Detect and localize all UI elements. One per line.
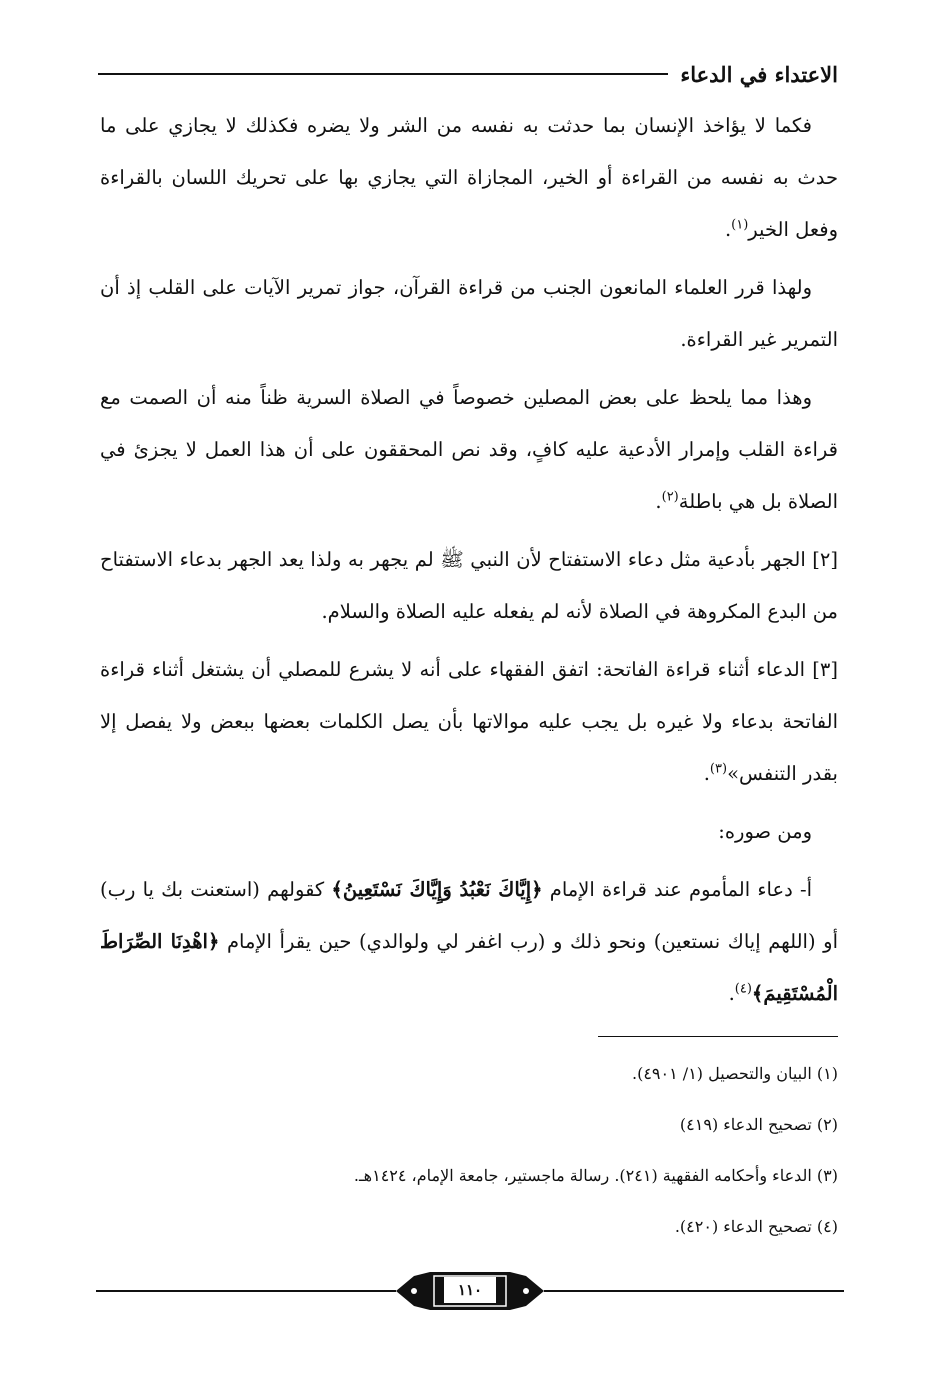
paragraph-3-text: وهذا مما يلحظ على بعض المصلين خصوصاً في الصلاة السرية ظناً منه أن الصمت مع قراءة القلب وإمرار الأدعية عليه كافٍ، وقد نص المحققون على أن هذا العمل لا يجزئ في الصلاة بل هي باطلة [100,386,838,513]
footnote-separator [598,1036,838,1037]
paragraph-5-end: . [703,762,710,785]
paragraph-5 [100,644,838,800]
quran-verse-2: ﴿اهْدِنَا الصِّرَاطَ الْمُسْتَقِيمَ﴾ [100,930,838,1005]
quran-verse-1: ﴿إِيَّاكَ نَعْبُدُ وَإِيَّاكَ نَسْتَعِينُ﴾ [331,878,543,901]
paragraph-6: ومن صوره: [718,820,812,843]
paragraph-7-mid: كقولهم (استعنت بك يا رب) أو (اللهم إياك نستعين) ونحو ذلك و (رب اغفر لي ولوالدي) حين يقرأ الإمام [100,878,838,953]
paragraph-3 [100,372,838,528]
paragraph-5-text: [٣] الدعاء أثناء قراءة الفاتحة: اتفق الفقهاء على أنه لا يشرع للمصلي أن يشتغل أثناء قراءة الفاتحة بدعاء ولا غيره بل يجب عليه موالاتها بأن يصل الكلمات بعضها ببعض ولا يفصل إلا بقدر التنفس» [100,658,838,785]
footnote-ref-4: (٤) [734,981,752,997]
paragraph-7-end: . [728,982,735,1005]
footnote-4: (٤) تصحيح الدعاء (٤٢٠). [674,1217,838,1236]
paragraph-3-end: . [655,490,662,513]
paragraph-1 [100,100,838,256]
footnote-ref-1: (١) [731,217,749,233]
page-number: ١١٠ [444,1277,496,1303]
header-title: الاعتداء في الدعاء [680,61,838,87]
paragraph-1-text: فكما لا يؤاخذ الإنسان بما حدثت به نفسه من الشر ولا يضره فكذلك لا يجازي على ما حدث به نفسه من القراءة أو الخير، المجازاة التي يجازي بها على تحريك اللسان بالقراءة وفعل الخير [100,114,838,241]
footnote-3: (٣) الدعاء وأحكامه الفقهية (٢٤١). رسالة ماجستير، جامعة الإمام، ١٤٢٤هـ. [353,1166,838,1185]
ornament-dot-right [523,1288,529,1294]
paragraph-2: ولهذا قرر العلماء المانعون الجنب من قراءة القرآن، جواز تمرير الآيات على القلب إذ أن التمرير غير القراءة. [100,276,838,351]
paragraph-7-start: أ- دعاء المأموم عند قراءة الإمام [542,878,813,901]
paragraph-7 [100,864,838,1020]
main-text [100,100,838,1026]
header-rule [98,73,668,75]
footnote-1: (١) البيان والتحصيل (١/ ٤٩٠١). [632,1064,838,1083]
running-header [98,58,838,90]
footnote-ref-3: (٣) [709,761,728,777]
ornament-dot-left [411,1288,417,1294]
footnote-2: (٢) تصحيح الدعاء (٤١٩) [679,1115,838,1134]
footnotes [100,1048,838,1252]
paragraph-4: [٢] الجهر بأدعية مثل دعاء الاستفتاح لأن النبي ﷺ لم يجهر به ولذا يعد الجهر بدعاء الاستفتاح من البدع المكروهة في الصلاة لأنه لم يفعله عليه الصلاة والسلام. [100,548,838,623]
paragraph-1-end: . [724,218,732,241]
footnote-ref-2: (٢) [661,489,679,505]
